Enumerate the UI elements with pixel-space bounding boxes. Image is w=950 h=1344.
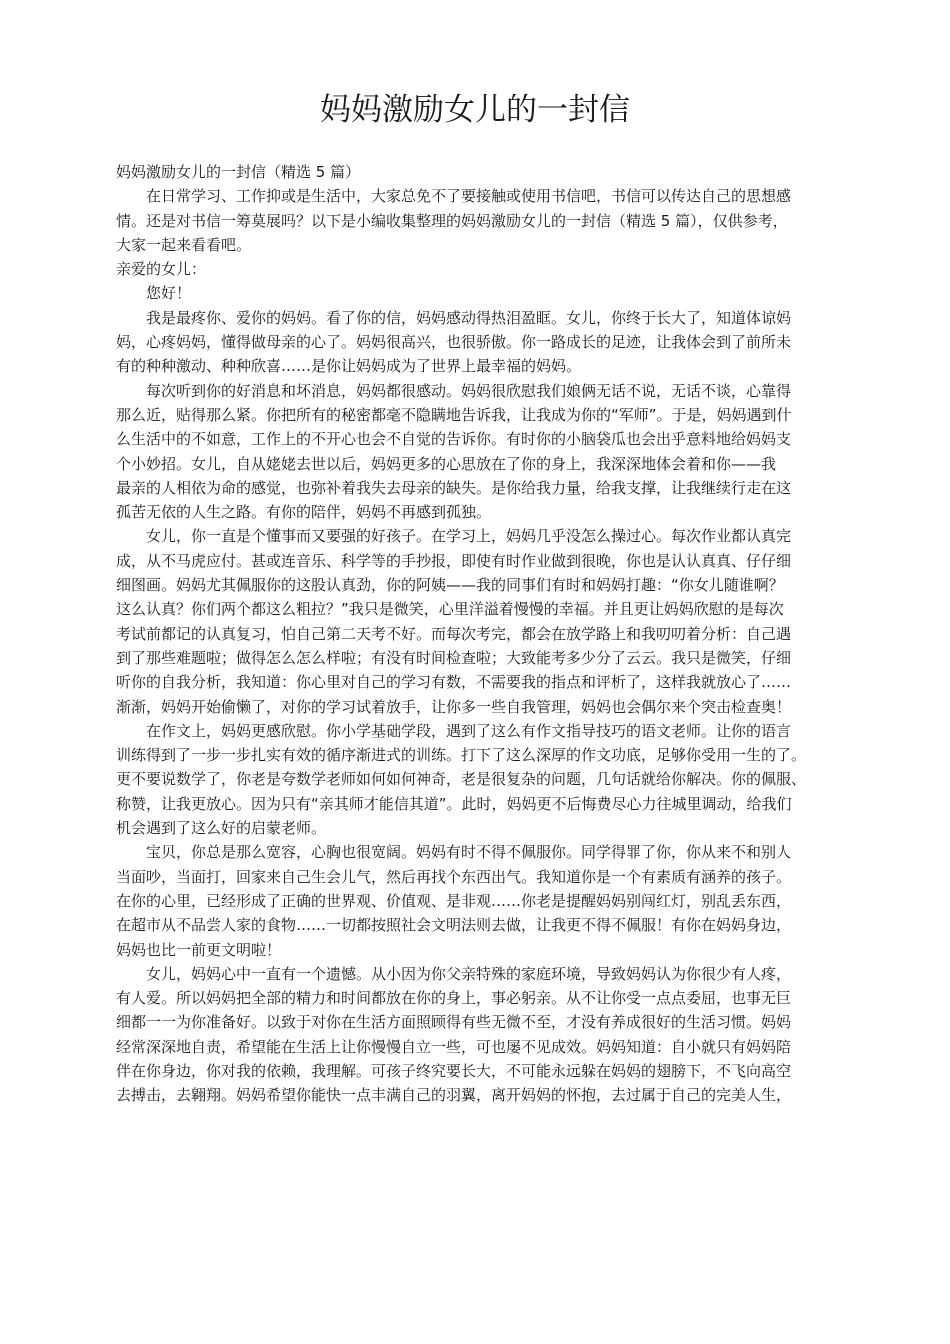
text-line: 当面吵，当面打，回家来自己生会儿气，然后再找个东西出气。我知道你是一个有素质有涵养的孩子。 <box>116 867 792 886</box>
text-line: 在你的心里，已经形成了正确的世界观、价值观、是非观……你老是提醒妈妈别闯红灯，别乱丢东西， <box>116 891 792 910</box>
text-line: 渐渐，妈妈开始偷懒了，对你的学习试着放手，让你多一些自我管理，妈妈也会偶尔来个突击检查奥！ <box>116 697 792 716</box>
text-line: 大家一起来看看吧。 <box>116 235 252 254</box>
text-line: 在超市从不品尝人家的食物……一切都按照社会文明法则去做，让我更不得不佩服！有你在妈妈身边， <box>116 916 792 935</box>
document-title: 妈妈激励女儿的一封信 <box>320 92 630 128</box>
text-line: 细都一一为你准备好。以致于对你在生活方面照顾得有些无微不至，才没有养成很好的生活习惯。妈妈 <box>116 1013 792 1032</box>
text-line: 到了那些难题啦；做得怎么怎么样啦；有没有时间检查啦；大致能考多少分了云云。我只是微笑，仔细 <box>116 648 792 667</box>
text-line: 孤苦无依的人生之路。有你的陪伴，妈妈不再感到孤独。 <box>116 503 492 522</box>
text-line: 那么近，贴得那么紧。你把所有的秘密都毫不隐瞒地告诉我，让我成为你的“军师”。于是，妈妈遇到什 <box>116 405 792 424</box>
text-line: 去搏击，去翱翔。妈妈希望你能快一点丰满自己的羽翼，离开妈妈的怀抱，去过属于自己的完美人生， <box>116 1086 792 1105</box>
text-line: 个小妙招。女儿，自从姥姥去世以后，妈妈更多的心思放在了你的身上，我深深地体会着和你——我 <box>116 454 777 473</box>
text-line: 在作文上，妈妈更感欣慰。你小学基础学段，遇到了这么有作文指导技巧的语文老师。让你的语言 <box>146 721 792 740</box>
text-line: 更不要说数学了，你老是夸数学老师如何如何神奇，老是很复杂的问题，几句话就给你解决。你的佩服、 <box>116 770 807 789</box>
text-line: 有的种种激动、种种欣喜……是你让妈妈成为了世界上最幸福的妈妈。 <box>116 357 582 376</box>
text-line: 机会遇到了这么好的启蒙老师。 <box>116 819 327 838</box>
text-line: 考试前都记的认真复习，怕自己第二天考不好。而每次考完，都会在放学路上和我叨叨着分析：自己遇 <box>116 624 792 643</box>
text-line: 细图画。妈妈尤其佩服你的这股认真劲，你的阿姨——我的同事们有时和妈妈打趣：“你女儿随谁啊？ <box>116 576 784 595</box>
text-line: 我是最疼你、爱你的妈妈。看了你的信，妈妈感动得热泪盈眶。女儿，你终于长大了，知道体谅妈 <box>146 308 792 327</box>
text-line: 亲爱的女儿： <box>116 260 207 279</box>
text-line: 妈，心疼妈妈，懂得做母亲的心了。妈妈很高兴，也很骄傲。你一路成长的足迹，让我体会到了前所未 <box>116 333 792 352</box>
text-line: 您好！ <box>146 284 192 303</box>
text-line: 训练得到了一步一步扎实有效的循序渐进式的训练。打下了这么深厚的作文功底，足够你受用一生的了。 <box>116 746 807 765</box>
text-line: 在日常学习、工作抑或是生活中，大家总免不了要接触或使用书信吧，书信可以传达自己的思想感 <box>146 187 792 206</box>
text-line: 伴在你身边，你对我的依赖，我理解。可孩子终究要长大，不可能永远躲在妈妈的翅膀下，不飞向高空 <box>116 1061 792 1080</box>
text-line: 妈妈激励女儿的一封信（精选 5 篇） <box>116 163 361 181</box>
text-line: 经常深深地自责，希望能在生活上让你慢慢自立一些，可也屡不见成效。妈妈知道：自小就只有妈妈陪 <box>116 1037 792 1056</box>
text-line: 么生活中的不如意，工作上的不开心也会不自觉的告诉你。有时你的小脑袋瓜也会出乎意料地给妈妈支 <box>116 430 792 449</box>
text-line: 女儿，妈妈心中一直有一个遗憾。从小因为你父亲特殊的家庭环境，导致妈妈认为你很少有人疼， <box>146 964 792 983</box>
text-line: 宝贝，你总是那么宽容，心胸也很宽阔。妈妈有时不得不佩服你。同学得罪了你，你从来不和别人 <box>146 843 792 862</box>
document-body <box>116 160 838 1108</box>
text-line: 这么认真？你们两个都这么粗拉？”我只是微笑，心里洋溢着慢慢的幸福。并且更让妈妈欣慰的是每次 <box>116 600 784 619</box>
text-line: 成，从不马虎应付。甚或连音乐、科学等的手抄报，即使有时作业做到很晚，你也是认认真真、仔仔细 <box>116 551 792 570</box>
text-line: 有人爱。所以妈妈把全部的精力和时间都放在你的身上，事必躬亲。从不让你受一点点委屈，也事无巨 <box>116 989 792 1008</box>
text-line: 情。还是对书信一筹莫展吗？以下是小编收集整理的妈妈激励女儿的一封信（精选 5 篇），仅供参考， <box>116 211 788 230</box>
text-line: 听你的自我分析，我知道：你心里对自己的学习有数，不需要我的指点和评析了，这样我就放心了…… <box>116 673 792 692</box>
text-line: 每次听到你的好消息和坏消息，妈妈都很感动。妈妈很欣慰我们娘俩无话不说，无话不谈，心靠得 <box>146 381 792 400</box>
text-line: 最亲的人相依为命的感觉，也弥补着我失去母亲的缺失。是你给我力量，给我支撑，让我继续行走在这 <box>116 478 792 497</box>
text-line: 女儿，你一直是个懂事而又要强的好孩子。在学习上，妈妈几乎没怎么操过心。每次作业都认真完 <box>146 527 792 546</box>
text-line: 称赞，让我更放心。因为只有“亲其师才能信其道”。此时，妈妈更不后悔费尽心力往城里调动，给我们 <box>116 794 792 813</box>
text-line: 妈妈也比一前更文明啦！ <box>116 940 282 959</box>
